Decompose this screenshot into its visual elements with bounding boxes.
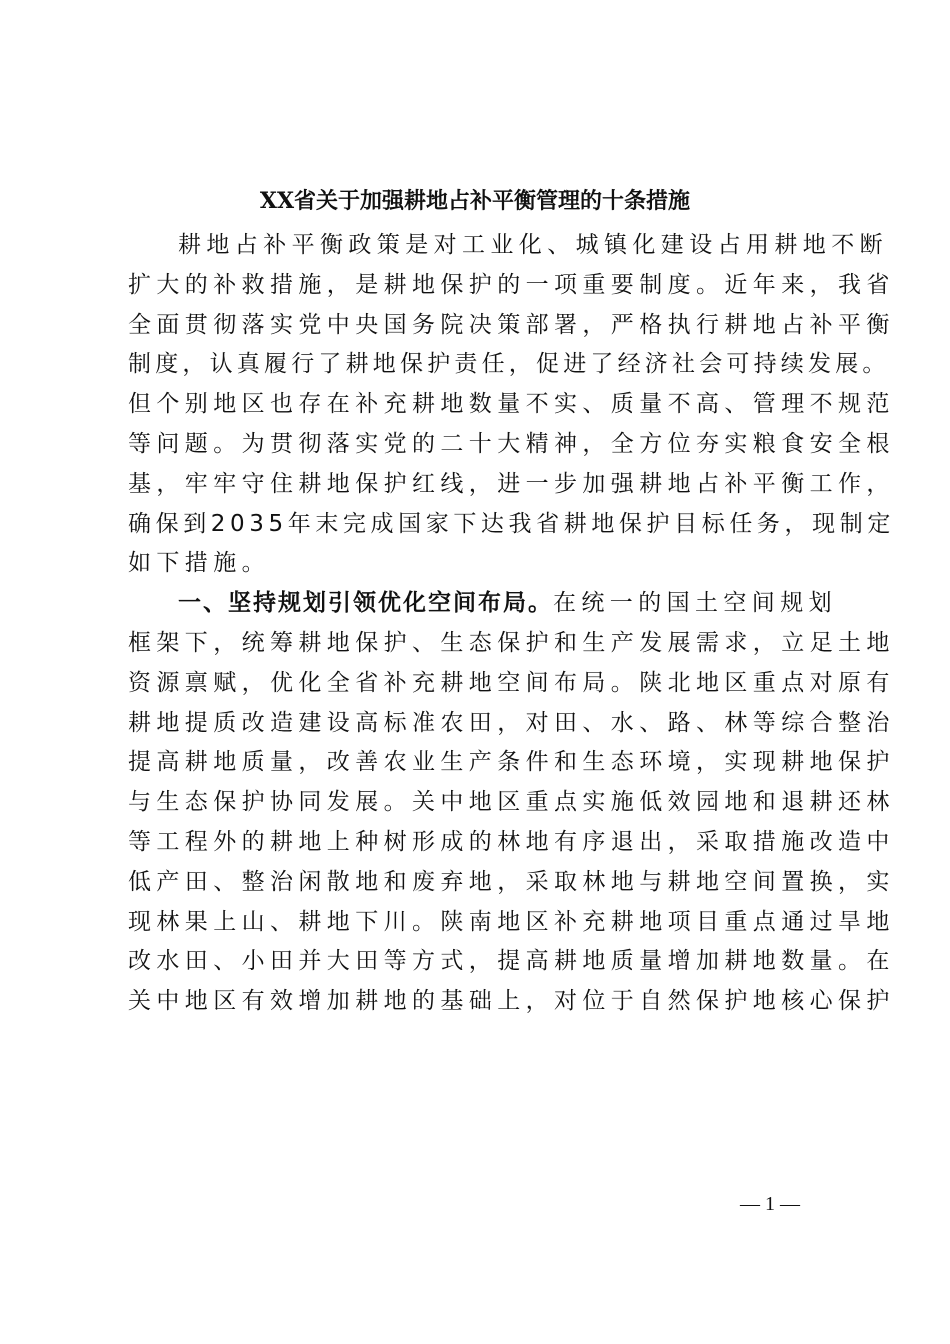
paragraph-line: 等问题。为贯彻落实党的二十大精神，全方位夯实粮食安全根 (128, 430, 895, 457)
paragraph-line: 扩大的补救措施，是耕地保护的一项重要制度。近年来，我省 (128, 271, 895, 298)
document-body (128, 226, 895, 1022)
section-heading-line (128, 584, 837, 624)
document-title: XX省关于加强耕地占补平衡管理的十条措施 (259, 188, 691, 214)
paragraph-line: 确保到2035年末完成国家下达我省耕地保护目标任务，现制定 (128, 510, 895, 537)
paragraph-line: 基，牢牢守住耕地保护红线，进一步加强耕地占补平衡工作， (128, 470, 895, 497)
paragraph-line: 与生态保护协同发展。关中地区重点实施低效园地和退耕还林 (128, 789, 895, 816)
paragraph-line: 等工程外的耕地上种树形成的林地有序退出，采取措施改造中 (128, 828, 895, 855)
paragraph-line: 低产田、整治闲散地和废弃地，采取林地与耕地空间置换，实 (128, 868, 895, 895)
paragraph-line: 如下措施。 (128, 550, 270, 577)
paragraph-line: 制度，认真履行了耕地保护责任，促进了经济社会可持续发展。 (128, 351, 890, 378)
paragraph-line: 现林果上山、耕地下川。陕南地区补充耕地项目重点通过旱地 (128, 908, 895, 935)
paragraph-line: 耕地占补平衡政策是对工业化、城镇化建设占用耕地不断 (178, 232, 888, 258)
paragraph-line: 但个别地区也存在补充耕地数量不实、质量不高、管理不规范 (128, 391, 895, 418)
paragraph-line: 耕地提质改造建设高标准农田，对田、水、路、林等综合整治 (128, 709, 895, 736)
paragraph-line: 关中地区有效增加耕地的基础上，对位于自然保护地核心保护 (128, 988, 895, 1015)
section-heading: 一、坚持规划引领优化空间布局。 (178, 590, 553, 617)
paragraph-line: 全面贯彻落实党中央国务院决策部署，严格执行耕地占补平衡 (128, 311, 895, 338)
section-heading-rest: 在统一的国土空间规划 (553, 590, 837, 617)
paragraph-line: 提高耕地质量，改善农业生产条件和生态环境，实现耕地保护 (128, 749, 895, 776)
page-number: — 1 — (740, 1193, 800, 1215)
paragraph-line: 资源禀赋，优化全省补充耕地空间布局。陕北地区重点对原有 (128, 669, 895, 696)
paragraph-line: 框架下，统筹耕地保护、生态保护和生产发展需求，立足土地 (128, 629, 895, 656)
paragraph-line: 改水田、小田并大田等方式，提高耕地质量增加耕地数量。在 (128, 948, 895, 975)
